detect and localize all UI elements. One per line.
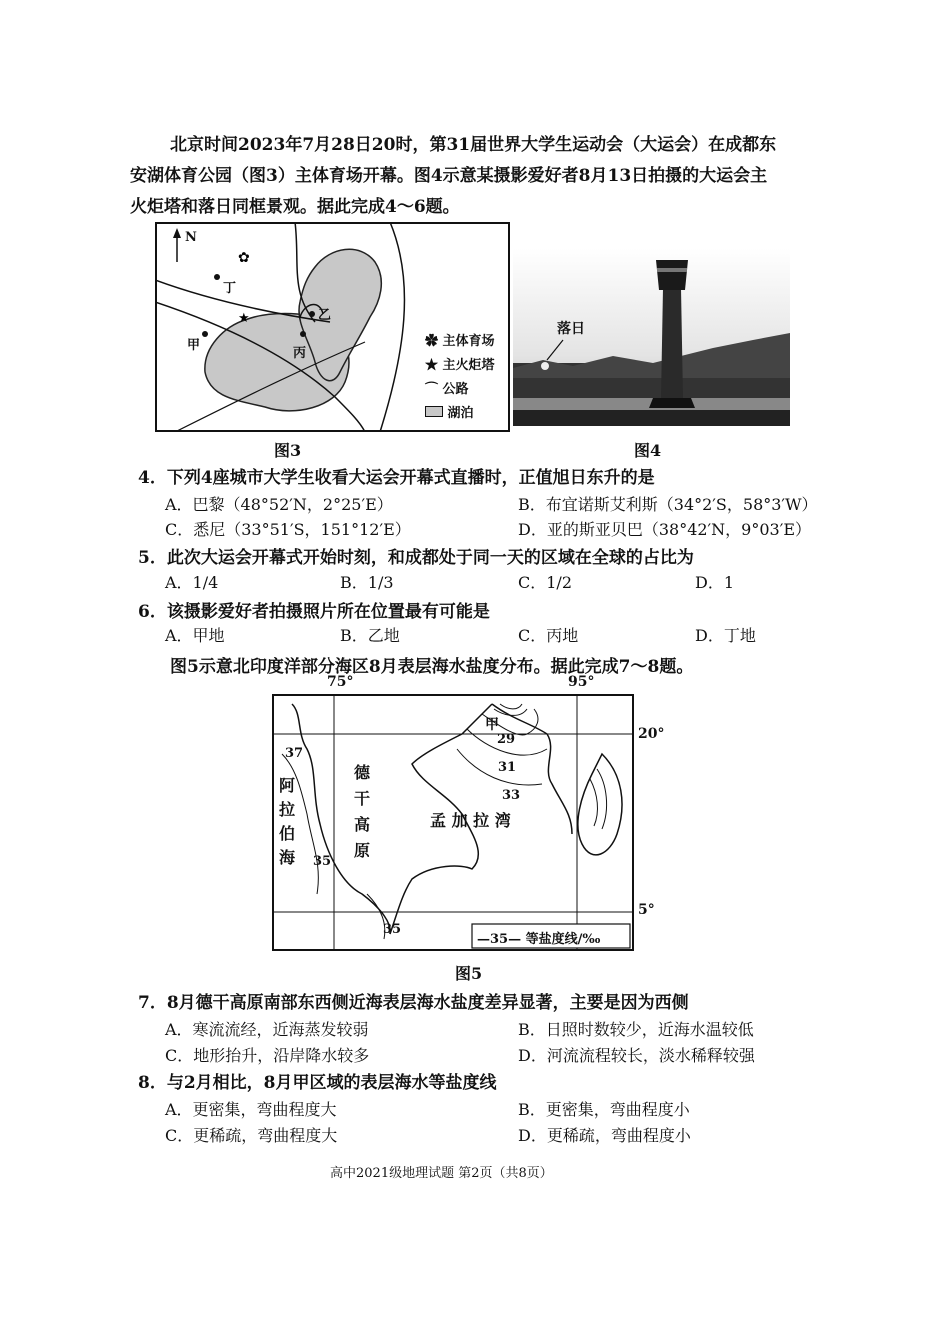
figure-3-legend xyxy=(425,330,515,426)
intro-line-2: 安湖体育公园（图3）主体育场开幕。图4示意某摄影爱好者8月13日拍摄的大运会主 xyxy=(130,166,768,186)
torch-tower-base xyxy=(649,398,695,408)
intro-line-1: 北京时间2023年7月28日20时，第31届世界大学生运动会（大运会）在成都东 xyxy=(170,135,777,155)
point-yi xyxy=(309,311,315,317)
q4-option-c[interactable]: C．悉尼（33°51′S，151°12′E） xyxy=(165,520,411,539)
photo-sun xyxy=(541,362,549,370)
legend-road-label: 公路 xyxy=(442,382,469,397)
place-ding: 丁 xyxy=(223,281,237,296)
legend-road-icon: ⌒ xyxy=(425,382,439,397)
q8-option-a[interactable]: A．更密集，弯曲程度大 xyxy=(165,1100,337,1119)
legend-star-icon: ★ xyxy=(425,358,439,373)
deccan-char-4: 原 xyxy=(354,841,371,860)
deccan-label xyxy=(354,760,370,864)
point-jia xyxy=(202,331,208,337)
isoline-label-33: 33 xyxy=(502,788,521,803)
q7-stem: 7．8月德干高原南部东西侧近海表层海水盐度差异显著，主要是因为西侧 xyxy=(138,993,689,1013)
q6-option-b[interactable]: B．乙地 xyxy=(340,626,400,645)
legend-lake-icon xyxy=(425,406,443,417)
place-bing: 丙 xyxy=(293,346,307,361)
place-yi: 乙 xyxy=(318,308,332,323)
lat-20-label: 20° xyxy=(638,726,665,742)
lon-75-label: 75° xyxy=(327,674,354,690)
q5-option-d[interactable]: D．1 xyxy=(695,573,735,592)
q5-option-a[interactable]: A．1/4 xyxy=(165,573,219,592)
q7-option-b[interactable]: B．日照时数较少，近海水温较低 xyxy=(518,1020,754,1039)
q6-option-a[interactable]: A．甲地 xyxy=(165,626,225,645)
point-bing xyxy=(300,331,306,337)
figure-4-photo xyxy=(513,248,790,426)
stadium-icon: ✿ xyxy=(238,250,250,266)
q6-stem: 6．该摄影爱好者拍摄照片所在位置最有可能是 xyxy=(138,602,490,622)
figure-5-map xyxy=(255,674,675,954)
bay-of-bengal-label: 孟 加 拉 湾 xyxy=(430,811,511,830)
arabian-sea-label xyxy=(279,774,295,870)
photo-shore xyxy=(513,410,790,426)
region-jia: 甲 xyxy=(485,717,499,733)
legend-stadium-icon: ✿ xyxy=(425,334,439,349)
q7-option-c[interactable]: C．地形抬升，沿岸降水较多 xyxy=(165,1046,370,1065)
point-ding xyxy=(214,274,220,280)
arabian-char-2: 拉 xyxy=(279,800,296,819)
isoline-label-29: 29 xyxy=(497,732,516,747)
q4-option-b[interactable]: B．布宜诺斯艾利斯（34°2′S，58°3′W） xyxy=(518,495,818,514)
arabian-char-3: 伯 xyxy=(279,824,296,843)
torch-tower-top xyxy=(656,260,688,290)
isoline-label-37: 37 xyxy=(285,746,304,761)
arabian-char-1: 阿 xyxy=(279,776,296,795)
q7-option-a[interactable]: A．寒流流经，近海蒸发较弱 xyxy=(165,1020,369,1039)
north-label: N xyxy=(185,230,197,245)
deccan-char-3: 高 xyxy=(354,815,371,834)
q5-option-b[interactable]: B．1/3 xyxy=(340,573,394,592)
torch-tower-body xyxy=(661,288,683,398)
star-icon: ★ xyxy=(238,311,250,326)
isoline-label-35-west: 35 xyxy=(313,854,332,869)
figure-3-caption: 图3 xyxy=(274,441,302,460)
q4-option-a[interactable]: A．巴黎（48°52′N，2°25′E） xyxy=(165,495,393,514)
q4-option-d[interactable]: D．亚的斯亚贝巴（38°42′N，9°03′E） xyxy=(518,520,812,539)
intro-line-3: 火炬塔和落日同框景观。据此完成4～6题。 xyxy=(130,197,460,217)
q8-option-b[interactable]: B．更密集，弯曲程度小 xyxy=(518,1100,690,1119)
legend-row-star xyxy=(425,354,515,378)
q4-stem: 4．下列4座城市大学生收看大运会开幕式直播时，正值旭日东升的是 xyxy=(138,468,655,488)
legend-stadium-label: 主体育场 xyxy=(442,334,495,349)
legend-row-stadium xyxy=(425,330,515,354)
q8-option-d[interactable]: D．更稀疏，弯曲程度小 xyxy=(518,1126,691,1145)
legend-row-road xyxy=(425,378,515,402)
intro-2: 图5示意北印度洋部分海区8月表层海水盐度分布。据此完成7～8题。 xyxy=(170,657,694,677)
legend-star-label: 主火炬塔 xyxy=(442,358,495,373)
legend-lake-label: 湖泊 xyxy=(447,406,474,421)
q6-option-c[interactable]: C．丙地 xyxy=(518,626,579,645)
place-jia: 甲 xyxy=(187,338,201,353)
q7-option-d[interactable]: D．河流流程较长，淡水稀释较强 xyxy=(518,1046,755,1065)
page-footer: 高中2021级地理试题 第2页（共8页） xyxy=(330,1166,553,1181)
sunset-label: 落日 xyxy=(557,321,585,337)
legend-row-lake xyxy=(425,402,515,426)
figure-5-caption: 图5 xyxy=(455,964,483,983)
lon-95-label: 95° xyxy=(568,674,595,690)
q8-option-c[interactable]: C．更稀疏，弯曲程度大 xyxy=(165,1126,338,1145)
isoline-label-31: 31 xyxy=(498,760,517,775)
deccan-char-1: 德 xyxy=(354,763,371,782)
q5-stem: 5．此次大运会开幕式开始时刻，和成都处于同一天的区域在全球的占比为 xyxy=(138,548,694,568)
fig5-legend-label: —35— 等盐度线/‰ xyxy=(477,932,601,947)
isoline-label-35-south: 35 xyxy=(383,922,402,937)
deccan-char-2: 干 xyxy=(354,789,371,808)
q6-option-d[interactable]: D．丁地 xyxy=(695,626,756,645)
figure-4-svg xyxy=(513,248,790,426)
lat-5-label: 5° xyxy=(638,902,655,918)
q8-stem: 8．与2月相比，8月甲区域的表层海水等盐度线 xyxy=(138,1073,497,1093)
figure-4-caption: 图4 xyxy=(634,441,662,460)
arabian-char-4: 海 xyxy=(279,848,296,867)
torch-tower-band xyxy=(657,268,687,272)
q5-option-c[interactable]: C．1/2 xyxy=(518,573,572,592)
